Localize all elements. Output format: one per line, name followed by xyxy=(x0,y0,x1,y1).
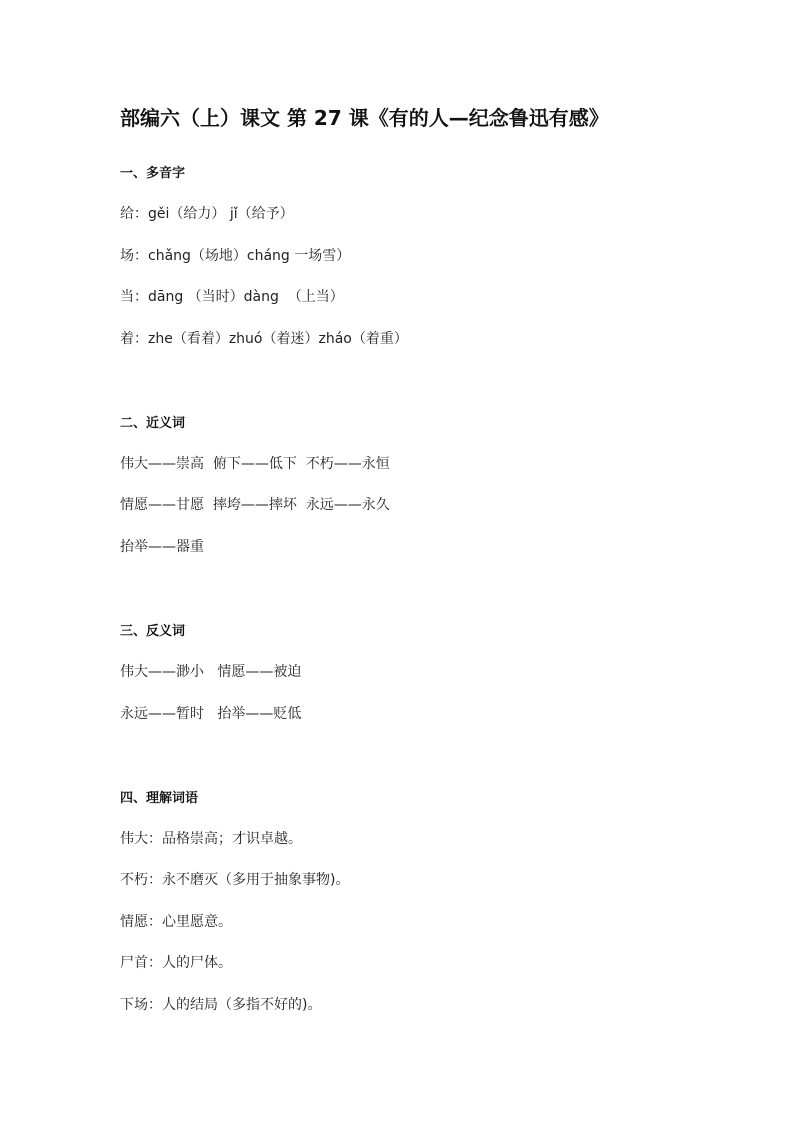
polyphonic-line-2: 场：chǎng（场地）cháng 一场雪） xyxy=(120,248,351,264)
antonyms-line-2: 永远——暂时 抬举——贬低 xyxy=(120,706,302,722)
section-heading-polyphonic: 一、多音字 xyxy=(120,166,186,181)
section-heading-synonyms: 二、近义词 xyxy=(120,416,186,431)
polyphonic-line-4: 着：zhe（看着）zhuó（着迷）zháo（着重） xyxy=(120,331,408,347)
synonyms-line-1: 伟大——崇高 俯下——低下 不朽——永恒 xyxy=(120,456,390,472)
synonyms-line-3: 抬举——器重 xyxy=(120,539,204,555)
vocabulary-line-1: 伟大：品格崇高；才识卓越。 xyxy=(120,831,302,847)
synonyms-line-2: 情愿——甘愿 摔垮——摔坏 永远——永久 xyxy=(120,497,390,513)
antonyms-line-1: 伟大——渺小 情愿——被迫 xyxy=(120,664,302,680)
vocabulary-line-5: 下场：人的结局（多指不好的)。 xyxy=(120,997,322,1013)
section-heading-vocabulary: 四、理解词语 xyxy=(120,791,199,806)
document-title: 部编六（上）课文 第 27 课《有的人—纪念鲁迅有感》 xyxy=(120,106,609,130)
vocabulary-line-2: 不朽：永不磨灭（多用于抽象事物)。 xyxy=(120,872,350,888)
section-heading-antonyms: 三、反义词 xyxy=(120,624,186,639)
polyphonic-line-1: 给：gěi（给力） jǐ（给予） xyxy=(120,206,294,222)
vocabulary-line-3: 情愿：心里愿意。 xyxy=(120,914,232,930)
vocabulary-line-4: 尸首：人的尸体。 xyxy=(120,955,232,971)
polyphonic-line-3: 当：dāng （当时）dàng （上当） xyxy=(120,289,344,305)
